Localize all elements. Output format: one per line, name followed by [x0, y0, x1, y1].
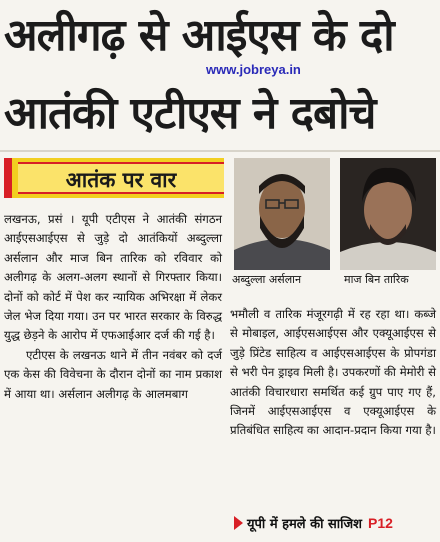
article-paragraph-3: भमौली व तारिक मंजूरगढ़ी में रह रहा था। कब्जे से मोबाइल, आईएसआईएस और एक्यूआईएस से जुड़े प्रिंटेड साहित्य व आईएसआईएस के प्रोपगंडा से भरी पेन ड्राइव मिली है। उपकरणों की मेमोरी से आतंकी विचारधारा समर्थित कई ग्रुप पाए गए हैं, जिनमें आईएसआईएस व एक्यूआईएस के प्रतिबंधित साहित्य का आदान-प्रदान किया गया है।	[230, 307, 436, 438]
section-banner	[4, 158, 224, 198]
teaser-arrow-icon	[234, 516, 243, 530]
article-left-column	[4, 210, 222, 404]
suspect-photo-2	[340, 158, 436, 270]
related-story-teaser[interactable]	[234, 514, 393, 532]
article-paragraph-2: एटीएस के लखनऊ थाने में तीन नवंबर को दर्ज एक केस की विवेचना के दौरान दोनों का नाम प्रकाश में आया था। अर्सलान अलीगढ़ के आलमबाग	[4, 347, 222, 401]
banner-label: आतंक पर वार	[18, 162, 224, 194]
headline-line-1: अलीगढ़ से आईएस के दो	[4, 10, 394, 61]
suspect-photos	[232, 158, 438, 288]
banner-accent-bar	[4, 158, 12, 198]
headline-divider	[0, 150, 440, 152]
teaser-page-ref: P12	[368, 515, 393, 531]
suspect-photo-1	[234, 158, 330, 270]
article-paragraph-1: लखनऊ, प्रसं । यूपी एटीएस ने आतंकी संगठन आईएसआईएस से जुड़े दो आतंकियों अब्दुल्ला अर्सलान और माज बिन तारिक को रविवार को अलीगढ़ के अलग-अलग स्थानों से गिरफ्तार किया। दोनों को कोर्ट में पेश कर न्यायिक अभिरक्षा में लेकर जेल भेज दिया गया। उन पर भारत सरकार के विरुद्ध युद्ध छेड़ने के आरोप में एफआईआर दर्ज की गई है।	[4, 212, 222, 343]
site-watermark: www.jobreya.in	[206, 62, 301, 77]
suspect-2-caption: माज बिन तारिक	[344, 273, 409, 286]
suspect-1-caption: अब्दुल्ला अर्सलान	[232, 273, 302, 286]
teaser-text: यूपी में हमले की साजिश	[247, 517, 363, 532]
headline-line-2: आतंकी एटीएस ने दबोचे	[4, 88, 376, 139]
article-right-column	[230, 305, 436, 441]
